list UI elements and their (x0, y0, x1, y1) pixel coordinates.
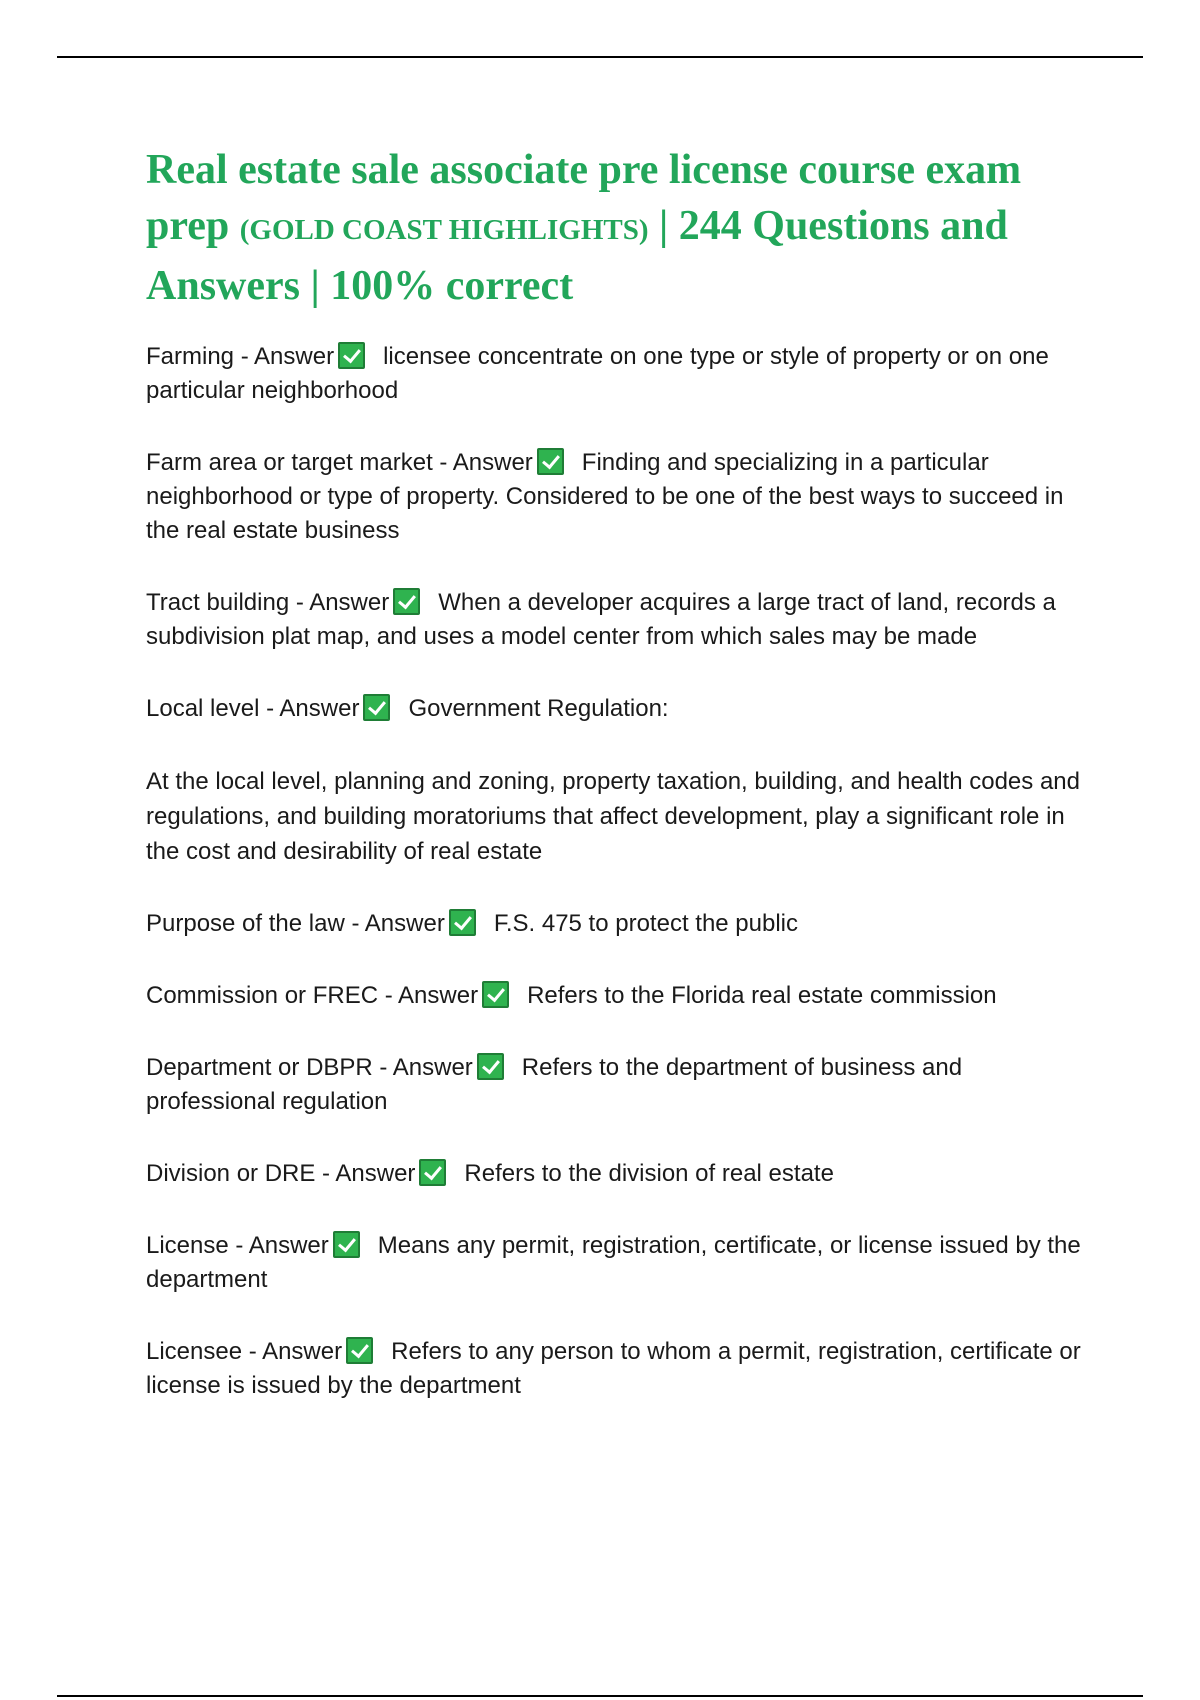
qa-term: Licensee - (146, 1338, 263, 1365)
checkmark-icon (338, 342, 365, 369)
qa-term: Farm area or target market - (146, 449, 453, 476)
qa-item (146, 1051, 1086, 1119)
qa-answer: licensee concentrate on one type or style of property or on one particular neighborhood (146, 343, 1049, 404)
answer-label: Answer (254, 343, 335, 370)
checkmark-icon (393, 588, 420, 615)
qa-answer: Refers to the department of business and professional regulation (146, 1054, 963, 1115)
qa-item (146, 340, 1086, 408)
checkmark-icon (346, 1337, 373, 1364)
document-title (146, 142, 1086, 314)
qa-item (146, 586, 1086, 654)
checkmark-icon (482, 981, 509, 1008)
qa-term: Farming - (146, 343, 255, 370)
qa-term: Commission or FREC - (146, 982, 399, 1009)
qa-term: Department or DBPR - (146, 1054, 393, 1081)
qa-answer: Refers to the division of real estate (464, 1160, 834, 1187)
answer-label: Answer (452, 449, 533, 476)
answer-label: Answer (309, 589, 390, 616)
answer-label: Answer (335, 1160, 416, 1187)
qa-answer: Refers to the Florida real estate commission (527, 982, 997, 1009)
qa-term: Tract building - (146, 589, 310, 616)
qa-list (146, 340, 1086, 1403)
qa-answer: F.S. 475 to protect the public (493, 910, 799, 937)
bottom-rule (57, 1695, 1143, 1697)
checkmark-icon (419, 1159, 446, 1186)
qa-term: Division or DRE - (146, 1160, 336, 1187)
answer-label: Answer (262, 1338, 343, 1365)
answer-label: Answer (279, 695, 360, 722)
qa-term: Local level - (146, 695, 280, 722)
answer-label: Answer (248, 1232, 329, 1259)
qa-item (146, 1335, 1086, 1403)
title-part-1: Real estate sale associate pre license course exam prep (146, 147, 1022, 249)
qa-term: License - (146, 1232, 249, 1259)
checkmark-icon (477, 1053, 504, 1080)
qa-term: Purpose of the law - (146, 910, 365, 937)
checkmark-icon (449, 909, 476, 936)
qa-answer: When a developer acquires a large tract of land, records a subdivision plat map, and uses a model center from which sales may be made (146, 589, 1056, 650)
checkmark-icon (363, 694, 390, 721)
qa-item (146, 979, 1086, 1013)
qa-answer: Means any permit, registration, certificate, or license issued by the department (146, 1232, 1081, 1293)
answer-label: Answer (392, 1054, 473, 1081)
title-part-2: (GOLD COAST HIGHLIGHTS) (239, 214, 649, 246)
qa-item (146, 1229, 1086, 1297)
qa-item (146, 692, 1086, 726)
qa-item (146, 446, 1086, 548)
top-rule (57, 56, 1143, 58)
title-part-3: | 244 Questions and Answers | 100% correct (146, 203, 1008, 309)
checkmark-icon (333, 1231, 360, 1258)
qa-answer: Finding and specializing in a particular neighborhood or type of property. Considered to be one of the best ways to succeed in the real estate business (146, 449, 1064, 544)
checkmark-icon (537, 448, 564, 475)
answer-label: Answer (364, 910, 445, 937)
qa-answer: Government Regulation: (408, 695, 669, 722)
qa-answer: Refers to any person to whom a permit, registration, certificate or license is issued by the department (146, 1338, 1081, 1399)
document-body (146, 142, 1086, 1441)
qa-item (146, 907, 1086, 941)
answer-label: Answer (398, 982, 479, 1009)
qa-item (146, 1157, 1086, 1191)
local-level-paragraph: At the local level, planning and zoning, property taxation, building, and health codes and regulations, and building moratoriums that affect development, play a significant role in the cost and desirability of real estate (146, 768, 1080, 865)
